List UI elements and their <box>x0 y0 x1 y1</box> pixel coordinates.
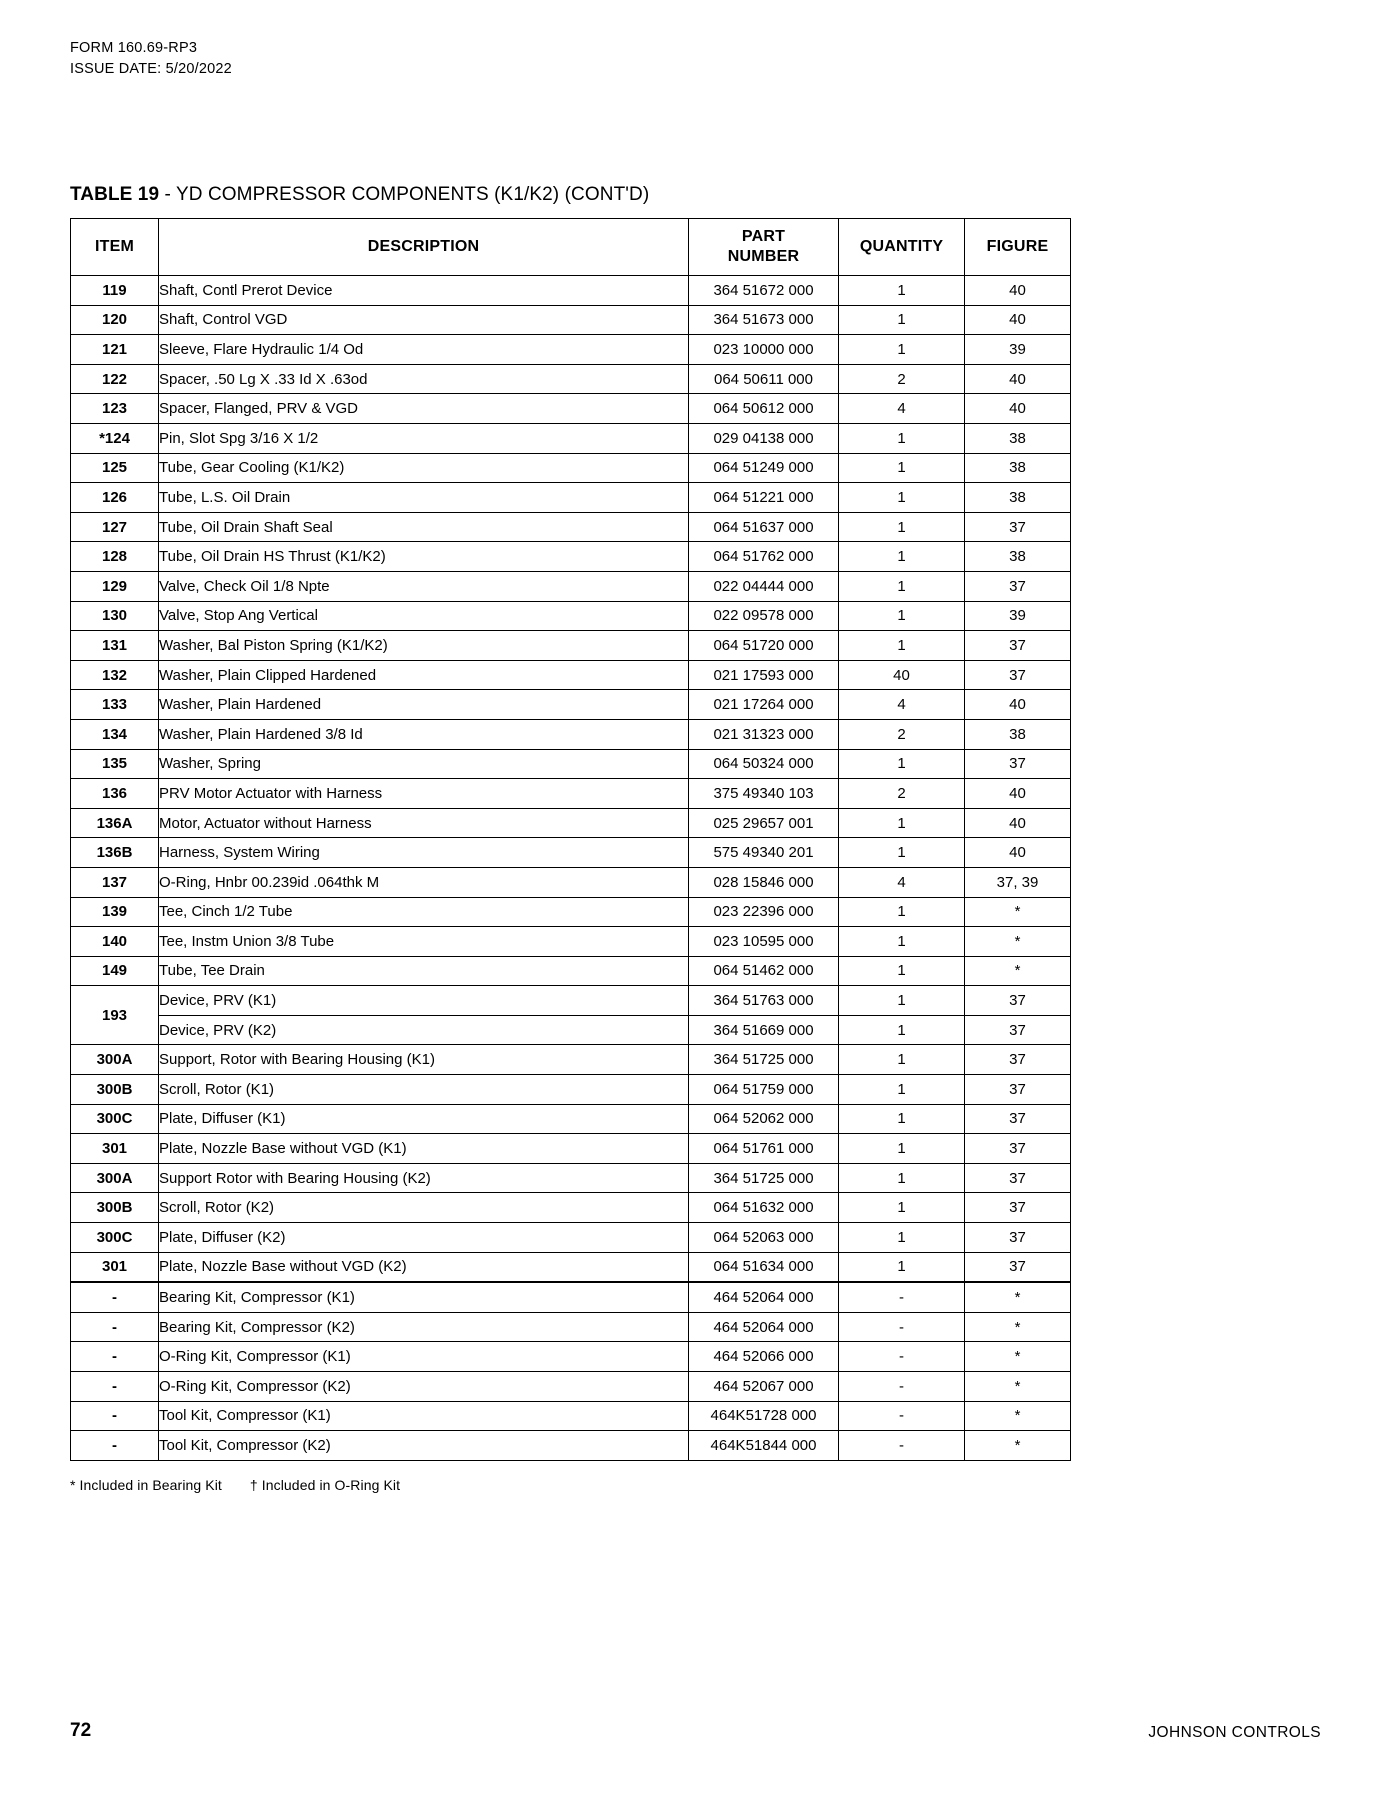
cell-figure: * <box>965 956 1071 986</box>
cell-item: - <box>71 1401 159 1431</box>
cell-quantity: 1 <box>839 897 965 927</box>
cell-item: 301 <box>71 1134 159 1164</box>
company-name: JOHNSON CONTROLS <box>1148 1724 1321 1741</box>
table-row <box>71 1163 1071 1193</box>
table-title-text: - YD COMPRESSOR COMPONENTS (K1/K2) (CONT'D) <box>159 184 650 206</box>
cell-item: 131 <box>71 631 159 661</box>
cell-quantity: 1 <box>839 305 965 335</box>
issue-date: ISSUE DATE: 5/20/2022 <box>70 61 232 78</box>
table-row <box>71 305 1071 335</box>
cell-part-number: 028 15846 000 <box>689 867 839 897</box>
cell-figure: 37 <box>965 1252 1071 1282</box>
cell-description: Device, PRV (K1) <box>159 986 689 1016</box>
cell-item: 121 <box>71 335 159 365</box>
cell-part-number: 464K51844 000 <box>689 1431 839 1461</box>
cell-item: 300C <box>71 1104 159 1134</box>
cell-part-number: 064 51720 000 <box>689 631 839 661</box>
cell-quantity: 1 <box>839 1075 965 1105</box>
cell-description: O-Ring Kit, Compressor (K2) <box>159 1372 689 1402</box>
cell-description: O-Ring Kit, Compressor (K1) <box>159 1342 689 1372</box>
part-number-line-1: PART <box>741 228 786 246</box>
cell-quantity: 1 <box>839 1163 965 1193</box>
cell-item: 149 <box>71 956 159 986</box>
cell-part-number: 064 51221 000 <box>689 483 839 513</box>
cell-item: - <box>71 1372 159 1402</box>
cell-item: 301 <box>71 1252 159 1282</box>
cell-description: Sleeve, Flare Hydraulic 1/4 Od <box>159 335 689 365</box>
cell-part-number: 575 49340 201 <box>689 838 839 868</box>
cell-part-number: 464 52064 000 <box>689 1282 839 1312</box>
table-row <box>71 512 1071 542</box>
cell-item: 137 <box>71 867 159 897</box>
table-row <box>71 1342 1071 1372</box>
cell-quantity: 1 <box>839 1134 965 1164</box>
cell-item: 120 <box>71 305 159 335</box>
cell-part-number: 021 17264 000 <box>689 690 839 720</box>
cell-quantity: 1 <box>839 512 965 542</box>
cell-figure: 37 <box>965 1193 1071 1223</box>
cell-figure: * <box>965 1342 1071 1372</box>
cell-description: Washer, Bal Piston Spring (K1/K2) <box>159 631 689 661</box>
cell-item: 136B <box>71 838 159 868</box>
cell-part-number: 023 10000 000 <box>689 335 839 365</box>
cell-figure: * <box>965 1372 1071 1402</box>
cell-figure: 37 <box>965 660 1071 690</box>
form-number: FORM 160.69-RP3 <box>70 40 198 56</box>
cell-part-number: 064 50612 000 <box>689 394 839 424</box>
cell-description: Support, Rotor with Bearing Housing (K1) <box>159 1045 689 1075</box>
cell-item: 300C <box>71 1223 159 1253</box>
table-row <box>71 956 1071 986</box>
table-row <box>71 1134 1071 1164</box>
cell-part-number: 064 51634 000 <box>689 1252 839 1282</box>
table-row <box>71 483 1071 513</box>
cell-figure: 39 <box>965 601 1071 631</box>
cell-description: O-Ring, Hnbr 00.239id .064thk M <box>159 867 689 897</box>
cell-part-number: 064 51632 000 <box>689 1193 839 1223</box>
cell-part-number: 464 52064 000 <box>689 1312 839 1342</box>
cell-quantity: - <box>839 1312 965 1342</box>
table-row <box>71 1431 1071 1461</box>
cell-description: Tool Kit, Compressor (K1) <box>159 1401 689 1431</box>
table-row <box>71 571 1071 601</box>
cell-figure: * <box>965 897 1071 927</box>
cell-quantity: 1 <box>839 956 965 986</box>
cell-figure: 40 <box>965 364 1071 394</box>
cell-part-number: 064 51249 000 <box>689 453 839 483</box>
table-footnote: * Included in Bearing Kit † Included in O-Ring Kit <box>70 1476 401 1493</box>
cell-item: 128 <box>71 542 159 572</box>
cell-item: - <box>71 1431 159 1461</box>
cell-quantity: - <box>839 1342 965 1372</box>
cell-figure: 37 <box>965 1015 1071 1045</box>
cell-figure: 40 <box>965 808 1071 838</box>
table-row <box>71 1401 1071 1431</box>
cell-figure: * <box>965 927 1071 957</box>
cell-part-number: 464 52067 000 <box>689 1372 839 1402</box>
cell-figure: 40 <box>965 394 1071 424</box>
cell-item: 126 <box>71 483 159 513</box>
cell-item: 132 <box>71 660 159 690</box>
table-row <box>71 1223 1071 1253</box>
table-row <box>71 1282 1071 1312</box>
cell-quantity: 1 <box>839 601 965 631</box>
cell-description: Plate, Nozzle Base without VGD (K2) <box>159 1252 689 1282</box>
cell-quantity: 1 <box>839 1015 965 1045</box>
cell-quantity: 1 <box>839 631 965 661</box>
table-row <box>71 1372 1071 1402</box>
cell-item: 300B <box>71 1075 159 1105</box>
cell-part-number: 364 51673 000 <box>689 305 839 335</box>
cell-description: Plate, Diffuser (K2) <box>159 1223 689 1253</box>
cell-figure: 40 <box>965 690 1071 720</box>
cell-figure: 37 <box>965 1163 1071 1193</box>
cell-description: Tube, Oil Drain Shaft Seal <box>159 512 689 542</box>
cell-part-number: 023 10595 000 <box>689 927 839 957</box>
cell-quantity: 1 <box>839 1104 965 1134</box>
column-header-part-number <box>689 219 839 276</box>
page-footer <box>70 1720 1321 1742</box>
cell-description: Scroll, Rotor (K2) <box>159 1193 689 1223</box>
cell-description: Valve, Check Oil 1/8 Npte <box>159 571 689 601</box>
cell-item: - <box>71 1312 159 1342</box>
cell-description: Plate, Nozzle Base without VGD (K1) <box>159 1134 689 1164</box>
cell-item: 123 <box>71 394 159 424</box>
column-header-item: ITEM <box>71 219 159 276</box>
cell-part-number: 064 50324 000 <box>689 749 839 779</box>
cell-item: - <box>71 1282 159 1312</box>
cell-description: Bearing Kit, Compressor (K1) <box>159 1282 689 1312</box>
cell-part-number: 464 52066 000 <box>689 1342 839 1372</box>
cell-quantity: 1 <box>839 838 965 868</box>
cell-part-number: 364 51669 000 <box>689 1015 839 1045</box>
cell-figure: 38 <box>965 542 1071 572</box>
cell-quantity: 1 <box>839 927 965 957</box>
cell-item: 129 <box>71 571 159 601</box>
cell-part-number: 064 52063 000 <box>689 1223 839 1253</box>
cell-item: 300A <box>71 1163 159 1193</box>
cell-part-number: 064 51462 000 <box>689 956 839 986</box>
table-row <box>71 424 1071 454</box>
table-row <box>71 1312 1071 1342</box>
cell-quantity: 1 <box>839 335 965 365</box>
table-row <box>71 986 1071 1016</box>
cell-item: 119 <box>71 276 159 306</box>
cell-description: Support Rotor with Bearing Housing (K2) <box>159 1163 689 1193</box>
cell-description: Harness, System Wiring <box>159 838 689 868</box>
table-row <box>71 1104 1071 1134</box>
cell-figure: 38 <box>965 453 1071 483</box>
cell-quantity: 1 <box>839 1045 965 1075</box>
cell-description: PRV Motor Actuator with Harness <box>159 779 689 809</box>
cell-part-number: 064 51759 000 <box>689 1075 839 1105</box>
cell-item: 140 <box>71 927 159 957</box>
cell-item: 125 <box>71 453 159 483</box>
cell-description: Spacer, .50 Lg X .33 Id X .63od <box>159 364 689 394</box>
parts-table <box>70 218 1071 1461</box>
table-row <box>71 601 1071 631</box>
cell-description: Washer, Spring <box>159 749 689 779</box>
cell-part-number: 064 51762 000 <box>689 542 839 572</box>
cell-description: Shaft, Contl Prerot Device <box>159 276 689 306</box>
cell-quantity: 4 <box>839 867 965 897</box>
cell-quantity: - <box>839 1372 965 1402</box>
cell-item: 136 <box>71 779 159 809</box>
cell-quantity: 2 <box>839 364 965 394</box>
table-row <box>71 779 1071 809</box>
table-row <box>71 927 1071 957</box>
cell-description: Device, PRV (K2) <box>159 1015 689 1045</box>
cell-part-number: 364 51672 000 <box>689 276 839 306</box>
cell-quantity: 1 <box>839 424 965 454</box>
cell-figure: 39 <box>965 335 1071 365</box>
cell-figure: 37 <box>965 1104 1071 1134</box>
cell-description: Scroll, Rotor (K1) <box>159 1075 689 1105</box>
cell-quantity: - <box>839 1431 965 1461</box>
cell-figure: * <box>965 1401 1071 1431</box>
cell-description: Plate, Diffuser (K1) <box>159 1104 689 1134</box>
cell-part-number: 064 50611 000 <box>689 364 839 394</box>
cell-figure: * <box>965 1312 1071 1342</box>
cell-figure: 37 <box>965 1045 1071 1075</box>
table-row <box>71 690 1071 720</box>
cell-part-number: 364 51763 000 <box>689 986 839 1016</box>
cell-figure: 37 <box>965 1134 1071 1164</box>
cell-part-number: 029 04138 000 <box>689 424 839 454</box>
cell-quantity: 4 <box>839 690 965 720</box>
table-row <box>71 1015 1071 1045</box>
cell-part-number: 022 04444 000 <box>689 571 839 601</box>
cell-figure: 37 <box>965 631 1071 661</box>
cell-description: Tool Kit, Compressor (K2) <box>159 1431 689 1461</box>
column-header-figure: FIGURE <box>965 219 1071 276</box>
cell-item: 139 <box>71 897 159 927</box>
cell-quantity: 2 <box>839 719 965 749</box>
cell-description: Pin, Slot Spg 3/16 X 1/2 <box>159 424 689 454</box>
cell-quantity: 1 <box>839 483 965 513</box>
cell-part-number: 023 22396 000 <box>689 897 839 927</box>
cell-item: 135 <box>71 749 159 779</box>
cell-quantity: 1 <box>839 453 965 483</box>
cell-item: 133 <box>71 690 159 720</box>
cell-quantity: 40 <box>839 660 965 690</box>
table-row <box>71 838 1071 868</box>
document-header <box>70 38 1321 80</box>
cell-figure: 38 <box>965 719 1071 749</box>
cell-quantity: 1 <box>839 1193 965 1223</box>
cell-figure: * <box>965 1431 1071 1461</box>
cell-description: Motor, Actuator without Harness <box>159 808 689 838</box>
table-row <box>71 631 1071 661</box>
table-row <box>71 897 1071 927</box>
cell-quantity: 4 <box>839 394 965 424</box>
cell-quantity: 1 <box>839 808 965 838</box>
cell-part-number: 021 17593 000 <box>689 660 839 690</box>
cell-quantity: - <box>839 1282 965 1312</box>
cell-part-number: 064 51761 000 <box>689 1134 839 1164</box>
cell-part-number: 364 51725 000 <box>689 1163 839 1193</box>
table-row <box>71 867 1071 897</box>
cell-item: *124 <box>71 424 159 454</box>
cell-part-number: 064 52062 000 <box>689 1104 839 1134</box>
table-row <box>71 1045 1071 1075</box>
cell-figure: * <box>965 1282 1071 1312</box>
cell-quantity: 1 <box>839 1223 965 1253</box>
table-row <box>71 808 1071 838</box>
cell-quantity: 1 <box>839 749 965 779</box>
cell-description: Washer, Plain Clipped Hardened <box>159 660 689 690</box>
cell-item: 127 <box>71 512 159 542</box>
cell-figure: 37 <box>965 512 1071 542</box>
table-title-label: TABLE 19 <box>70 184 160 206</box>
cell-part-number: 375 49340 103 <box>689 779 839 809</box>
cell-figure: 37 <box>965 571 1071 601</box>
cell-quantity: 2 <box>839 779 965 809</box>
page-number: 72 <box>70 1720 92 1741</box>
cell-item: 122 <box>71 364 159 394</box>
cell-figure: 38 <box>965 483 1071 513</box>
cell-figure: 37 <box>965 1075 1071 1105</box>
table-row <box>71 276 1071 306</box>
cell-figure: 38 <box>965 424 1071 454</box>
cell-item: 300B <box>71 1193 159 1223</box>
column-header-quantity: QUANTITY <box>839 219 965 276</box>
table-row <box>71 335 1071 365</box>
cell-item: - <box>71 1342 159 1372</box>
table-title <box>70 184 1321 206</box>
cell-quantity: 1 <box>839 1252 965 1282</box>
table-row <box>71 1193 1071 1223</box>
table-row <box>71 394 1071 424</box>
cell-item: 300A <box>71 1045 159 1075</box>
cell-part-number: 021 31323 000 <box>689 719 839 749</box>
cell-quantity: 1 <box>839 276 965 306</box>
cell-description: Washer, Plain Hardened <box>159 690 689 720</box>
cell-figure: 37 <box>965 749 1071 779</box>
cell-description: Tee, Instm Union 3/8 Tube <box>159 927 689 957</box>
cell-part-number: 025 29657 001 <box>689 808 839 838</box>
cell-description: Shaft, Control VGD <box>159 305 689 335</box>
cell-item: 130 <box>71 601 159 631</box>
cell-item: 193 <box>71 986 159 1045</box>
table-row <box>71 660 1071 690</box>
cell-quantity: 1 <box>839 542 965 572</box>
cell-figure: 40 <box>965 779 1071 809</box>
cell-description: Valve, Stop Ang Vertical <box>159 601 689 631</box>
cell-part-number: 022 09578 000 <box>689 601 839 631</box>
table-row <box>71 719 1071 749</box>
cell-part-number: 064 51637 000 <box>689 512 839 542</box>
cell-figure: 40 <box>965 305 1071 335</box>
cell-part-number: 364 51725 000 <box>689 1045 839 1075</box>
cell-figure: 40 <box>965 838 1071 868</box>
cell-description: Bearing Kit, Compressor (K2) <box>159 1312 689 1342</box>
cell-item: 134 <box>71 719 159 749</box>
table-row <box>71 364 1071 394</box>
cell-item: 136A <box>71 808 159 838</box>
cell-description: Tube, Gear Cooling (K1/K2) <box>159 453 689 483</box>
table-header-row <box>71 219 1071 276</box>
table-row <box>71 542 1071 572</box>
column-header-description: DESCRIPTION <box>159 219 689 276</box>
part-number-line-2: NUMBER <box>727 248 800 266</box>
table-body <box>71 276 1071 1461</box>
cell-figure: 37 <box>965 986 1071 1016</box>
cell-description: Tee, Cinch 1/2 Tube <box>159 897 689 927</box>
table-row <box>71 1252 1071 1282</box>
cell-figure: 37 <box>965 1223 1071 1253</box>
cell-part-number: 464K51728 000 <box>689 1401 839 1431</box>
table-row <box>71 749 1071 779</box>
cell-quantity: - <box>839 1401 965 1431</box>
cell-quantity: 1 <box>839 986 965 1016</box>
cell-description: Tube, Tee Drain <box>159 956 689 986</box>
cell-description: Tube, L.S. Oil Drain <box>159 483 689 513</box>
cell-description: Tube, Oil Drain HS Thrust (K1/K2) <box>159 542 689 572</box>
table-row <box>71 1075 1071 1105</box>
cell-figure: 37, 39 <box>965 867 1071 897</box>
cell-description: Spacer, Flanged, PRV & VGD <box>159 394 689 424</box>
cell-description: Washer, Plain Hardened 3/8 Id <box>159 719 689 749</box>
cell-figure: 40 <box>965 276 1071 306</box>
cell-quantity: 1 <box>839 571 965 601</box>
table-row <box>71 453 1071 483</box>
